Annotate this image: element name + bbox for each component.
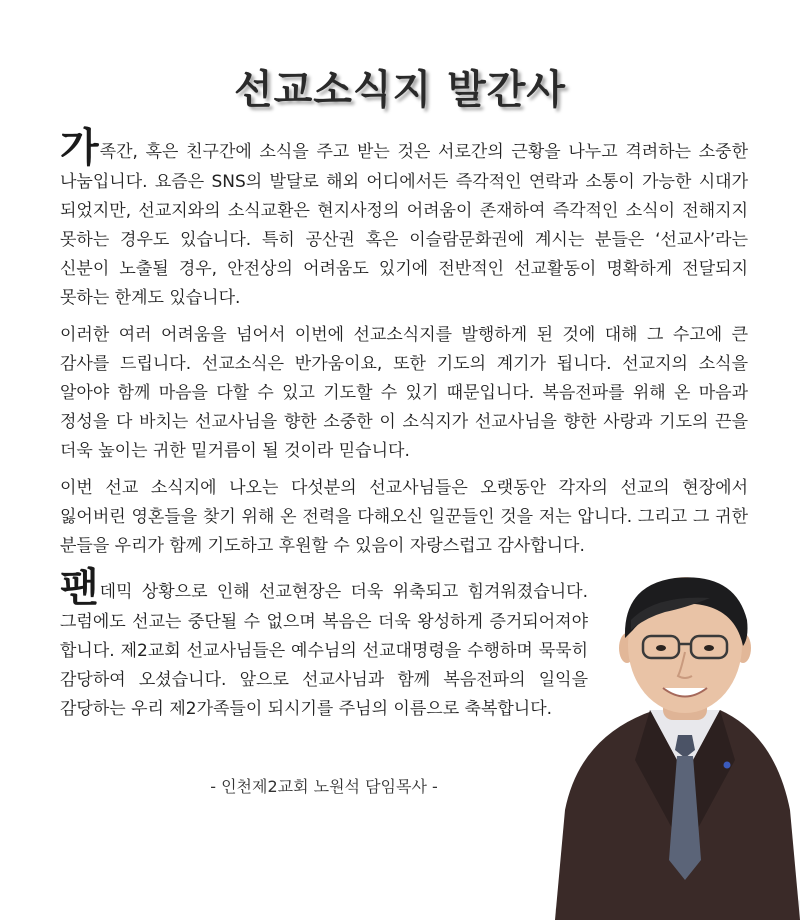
paragraph: 이번 선교 소식지에 나오는 다섯분의 선교사님들은 오랫동안 각자의 선교의 현장에서 잃어버린 영혼들을 찾기 위해 온 전력을 다해오신 일꾼들인 것을 저는 압니다. 그리고 그 귀한 분들을 우리가 함께 기도하고 후원할 수 있음이 자랑스럽고 감사합니다. [60, 478, 748, 556]
paragraph: 이러한 여러 어려움을 넘어서 이번에 선교소식지를 발행하게 된 것에 대해 그 수고에 큰 감사를 드립니다. 선교소식은 반가움이요, 또한 기도의 계기가 됩니다. 선교지의 소식을 알아야 함께 마음을 다할 수 있고 기도할 수 있기 때문입니다. 복음전파를 위해 온 마음과 정성을 다 바치는 선교사님을 향한 소중한 이 소식지가 선교사님을 향한 사랑과 기도의 끈을 더욱 높이는 귀한 밑거름이 될 것이라 믿습니다. [60, 325, 748, 461]
dropcap: 팬 [60, 565, 99, 611]
pastor-portrait [535, 560, 800, 920]
intro-section [60, 125, 748, 569]
paragraph [60, 565, 588, 724]
paragraph-text: 데믹 상황으로 인해 선교현장은 더욱 위축되고 힘겨워졌습니다. 그럼에도 선교는 중단될 수 없으며 복음은 더욱 왕성하게 증거되어져야 합니다. 제2교회 선교사님들은 예수님의 선교대명령을 수행하며 묵묵히 감당하여 오셨습니다. 앞으로 선교사님과 함께 복음전파의 일익을 감당하는 우리 제2가족들이 되시기를 주님의 이름으로 축복합니다. [60, 582, 588, 719]
pandemic-section [60, 565, 588, 732]
paragraph-text: 족간, 혹은 친구간에 소식을 주고 받는 것은 서로간의 근황을 나누고 격려하는 소중한 나눔입니다. 요즘은 SNS의 발달로 해외 어디에서든 즉각적인 연락과 소통이 가능한 시대가 되었지만, 선교지와의 소식교환은 현지사정의 어려움이 존재하여 즉각적인 소식이 전해지지 못하는 경우도 있습니다. 특히 공산권 혹은 이슬람문화권에 계시는 분들은 ‘선교사’라는 신분이 노출될 경우, 안전상의 어려움도 있기에 전반적인 선교활동이 명확하게 전달되지 못하는 한계도 있습니다. [60, 142, 748, 308]
paragraph [60, 125, 748, 313]
signature: - 인천제2교회 노원석 담임목사 - [210, 777, 438, 796]
page-title: 선교소식지 발간사 [233, 67, 567, 113]
dropcap: 가 [60, 125, 99, 171]
